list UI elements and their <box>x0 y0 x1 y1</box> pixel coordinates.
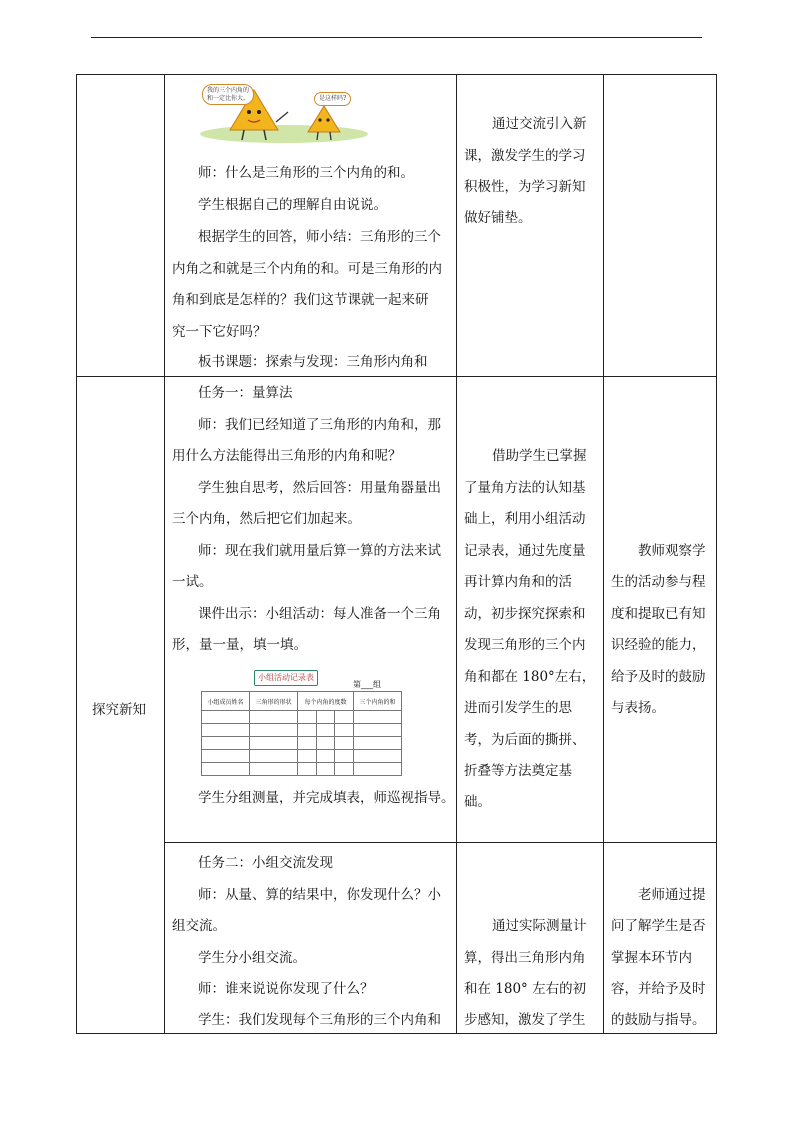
triangle-characters-illustration <box>196 82 368 144</box>
table-border-bottom <box>76 1033 717 1034</box>
row3-col2-line-6: 学生：我们发现每个三角形的三个内角和 <box>198 1012 441 1028</box>
row3-col3-line-3: 和在 180° 左右的初 <box>464 981 587 997</box>
row2-col3-line-4: 记录表，通过先度量 <box>464 543 586 559</box>
row1-col2-line-1: 师：什么是三角形的三个内角的和。 <box>198 165 414 181</box>
speech-bubble-right: 是这样吗? <box>314 92 351 106</box>
record-row <box>202 737 402 750</box>
row2-col3-line-10: 考，为后面的撕拼、 <box>464 732 586 748</box>
row2-col4-line-4: 识经验的能力， <box>611 637 706 653</box>
row2-col2-line-10: 学生分组测量，并完成填表，师巡视指导。 <box>198 790 455 806</box>
row1-col2-line-3: 根据学生的回答，师小结：三角形的三个 <box>198 229 441 245</box>
row2-col3-line-12: 础。 <box>464 794 491 810</box>
row3-col4-line-1: 老师通过提 <box>638 887 706 903</box>
col-divider-4 <box>716 74 717 1034</box>
record-table-grid <box>201 691 402 776</box>
row3-col3-line-1: 通过实际测量计 <box>492 918 587 934</box>
record-header-sum: 三个内角的和 <box>353 692 401 711</box>
record-table-group-label: 第___组 <box>353 680 381 689</box>
row3-col4-line-4: 容，并给予及时 <box>611 981 706 997</box>
row3-col2-line-2: 师：从量、算的结果中，你发现什么？小 <box>198 887 441 903</box>
row2-col3-line-6: 动，初步探究探索和 <box>464 606 586 622</box>
row2-col4-line-1: 教师观察学 <box>638 543 706 559</box>
record-header-angles: 每个内角的度数 <box>298 692 354 711</box>
row1-col3-line-1: 通过交流引入新 <box>492 116 587 132</box>
table-border-top <box>76 74 717 75</box>
row3-col2-line-4: 学生分小组交流。 <box>198 950 306 966</box>
row2-col2-line-9: 形，量一量，填一填。 <box>172 637 307 653</box>
record-header-name: 小组成员姓名 <box>202 692 250 711</box>
row3-col4-line-3: 掌握本环节内 <box>611 950 692 966</box>
record-row <box>202 763 402 776</box>
row2-col3-line-5: 再计算内角和的活 <box>464 574 572 590</box>
row2-col2-line-5: 三个内角，然后把它们加起来。 <box>172 511 361 527</box>
record-row <box>202 711 402 724</box>
record-header-shape: 三角形的形状 <box>250 692 298 711</box>
row2-col3-line-11: 折叠等方法奠定基 <box>464 763 572 779</box>
row3-col3-line-4: 步感知，激发了学生 <box>464 1012 586 1028</box>
col-divider-0 <box>76 74 77 1034</box>
row3-col2-line-3: 组交流。 <box>172 918 226 934</box>
row2-col3-line-3: 础上，利用小组活动 <box>464 511 586 527</box>
row2-col3-line-9: 进而引发学生的思 <box>464 700 572 716</box>
header-rule <box>91 37 702 38</box>
record-table-title: 小组活动记录表 <box>254 670 318 686</box>
row2-col2-line-1: 任务一：量算法 <box>198 385 293 401</box>
speech-bubble-left: 我的三个内角的和一定比你大。 <box>202 84 254 105</box>
row1-col2-line-4: 内角之和就是三个内角的和。可是三角形的内 <box>172 261 442 277</box>
row1-col3-line-2: 课，激发学生的学习 <box>464 148 586 164</box>
row2-col4-line-5: 给予及时的鼓励 <box>611 669 706 685</box>
row2-col2-line-7: 一试。 <box>172 574 213 590</box>
row1-col2-line-7: 板书课题：探索与发现：三角形内角和 <box>198 354 428 370</box>
row1-col3-line-3: 积极性，为学习新知 <box>464 179 586 195</box>
row2-col3-line-7: 发现三角形的三个内 <box>464 637 586 653</box>
row1-col2-line-2: 学生根据自己的理解自由说说。 <box>198 197 387 213</box>
row2-col2-line-2: 师：我们已经知道了三角形的内角和，那 <box>198 417 441 433</box>
record-row <box>202 724 402 737</box>
row-divider-2 <box>164 842 717 843</box>
row3-col2-line-1: 任务二：小组交流发现 <box>198 855 333 871</box>
row2-col3-line-1: 借助学生已掌握 <box>492 448 587 464</box>
group-activity-record-table <box>201 670 402 774</box>
row2-col4-line-3: 度和提取已有知 <box>611 606 706 622</box>
row2-col3-line-2: 了量角方法的认知基 <box>464 480 586 496</box>
row3-col4-line-2: 问了解学生是否 <box>611 918 706 934</box>
col-divider-1 <box>164 74 165 1034</box>
row1-col2-line-5: 角和到底是怎样的？我们这节课就一起来研 <box>172 292 429 308</box>
col-divider-2 <box>456 74 457 1034</box>
row2-col2-line-4: 学生独自思考，然后回答：用量角器量出 <box>198 480 441 496</box>
row3-col2-line-5: 师：谁来说说你发现了什么？ <box>198 981 374 997</box>
col-divider-3 <box>603 74 604 1034</box>
row3-col4-line-5: 的鼓励与指导。 <box>611 1012 706 1028</box>
row-divider-1 <box>76 376 717 377</box>
row2-col4-line-6: 与表扬。 <box>611 700 665 716</box>
row2-col3-line-8: 角和都在 180°左右， <box>464 669 596 685</box>
row2-col2-line-8: 课件出示：小组活动：每人准备一个三角 <box>198 606 441 622</box>
stage-label: 探究新知 <box>92 702 146 718</box>
record-row <box>202 750 402 763</box>
row1-col2-line-6: 究一下它好吗？ <box>172 324 267 340</box>
row2-col4-line-2: 生的活动参与程 <box>611 574 706 590</box>
row3-col3-line-2: 算，得出三角形内角 <box>464 950 586 966</box>
row2-col2-line-3: 用什么方法能得出三角形的内角和呢？ <box>172 448 402 464</box>
row2-col2-line-6: 师：现在我们就用量后算一算的方法来试 <box>198 543 441 559</box>
row1-col3-line-4: 做好铺垫。 <box>464 210 532 226</box>
